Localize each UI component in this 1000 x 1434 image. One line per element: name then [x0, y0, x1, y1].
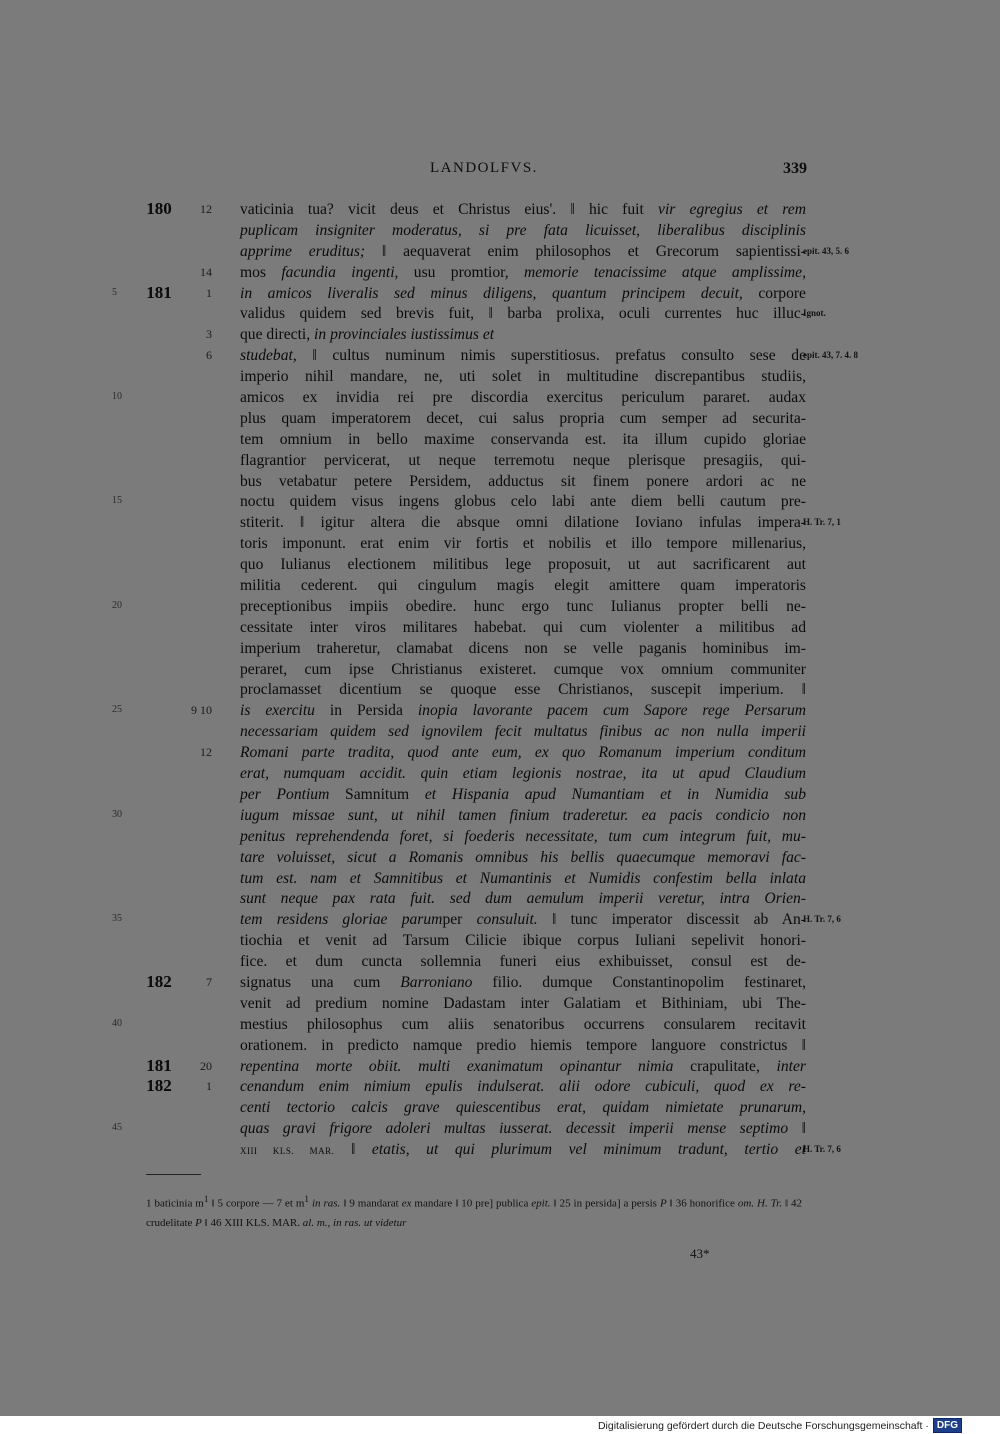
line-number: 5 [112, 286, 117, 298]
text-line [0, 1077, 1000, 1098]
line-text: imperio nihil mandare, ne, uti solet in multitudine discrepantibus studiis, [240, 368, 806, 386]
text-line [0, 660, 1000, 681]
line-text: proclamasset dicentium se quoque esse Christianos, suscepit imperium. ‖ [240, 681, 806, 699]
text-line [0, 931, 1000, 952]
credit-text: Digitalisierung gefördert durch die Deutsche Forschungsgemeinschaft · [597, 1419, 929, 1432]
text-line [0, 534, 1000, 555]
text-line [0, 639, 1000, 660]
line-text: erat, numquam accidit. quin etiam legionis nostrae, ita ut apud Claudium [240, 765, 806, 783]
text-line [0, 806, 1000, 827]
line-number: 25 [112, 704, 122, 716]
critical-apparatus: 1 baticinia $m^1$ ‖ 5 corpore — 7 et $m^1$ in ras. ‖ 9 mandarat ex mandare ‖ 10 pre] publica epit. ‖ 25 in persida] a persis P ‖ 36 honorifice om. H. Tr. ‖ 42 crudelitate P ‖ 46 XIII KLS. MAR. al. m., in ras. ut videtur [146, 1194, 803, 1229]
line-text: toris imponunt. erat enim vir fortis et nobilis et illo tempore millenarius, [240, 535, 806, 553]
text-line [0, 1015, 1000, 1036]
marginal-source-note: H. Tr. 7, 6 [803, 914, 841, 925]
line-number: 30 [112, 808, 122, 820]
text-line [0, 284, 1000, 305]
text-line [0, 848, 1000, 869]
source-line-ref: 3 [206, 327, 212, 342]
line-text: peraret, cum ipse Christianus existeret. cumque vox omnium communiter [240, 660, 806, 678]
line-text: amicos ex invidia rei pre discordia exercitus periculum pararet. audax [240, 389, 806, 407]
line-text: validus quidem sed brevis fuit, ‖ barba prolixa, oculi currentes huc illuc- [240, 305, 806, 323]
text-line [0, 555, 1000, 576]
line-number: 45 [112, 1122, 122, 1134]
line-text: Romani parte tradita, quod ante eum, ex quo Romanum imperium conditum [240, 744, 806, 762]
text-line [0, 680, 1000, 701]
text-line [0, 827, 1000, 848]
text-line [0, 576, 1000, 597]
text-line [0, 618, 1000, 639]
line-text: mestius philosophus cum aliis senatoribus occurrens consularem recitavit [240, 1015, 806, 1033]
line-number: 35 [112, 913, 122, 925]
text-line [0, 994, 1000, 1015]
source-line-ref: 1 [206, 285, 212, 300]
line-text: in amicos liveralis sed minus diligens, quantum principem decuit, corpore [240, 284, 806, 302]
line-text: XIII KLS. MAR. ‖ etatis, ut qui plurimum vel minimum tradunt, tertio et [240, 1141, 806, 1159]
line-number: 20 [112, 599, 122, 611]
text-line [0, 242, 1000, 263]
text-line [0, 1057, 1000, 1078]
line-text: flagrantior pervicerat, ut neque terremotu neque plerisque presagiis, qui- [240, 451, 806, 469]
text-line [0, 910, 1000, 931]
source-line-ref: 7 [206, 974, 212, 989]
text-line [0, 785, 1000, 806]
line-text: tem omnium in bello maxime conservanda est. ita illum cupido gloriae [240, 430, 806, 448]
line-text: bus vetabatur petere Persidem, adductus sit finem ponere ardori ac ne [240, 472, 806, 490]
running-head: LANDOLFVS. [430, 160, 538, 176]
line-text: fice. et dum cuncta sollemnia funeri eius exhibuisset, consul est de- [240, 953, 806, 971]
line-text: tiochia et venit ad Tarsum Cilicie ibique corpus Iuliani sepelivit honori- [240, 932, 806, 950]
source-line-ref: 12 [200, 745, 212, 760]
source-line-ref: 6 [206, 348, 212, 363]
text-line [0, 743, 1000, 764]
line-text: plus quam imperatorem decet, cui salus propria cum semper ad securita- [240, 409, 806, 427]
source-page-ref: 181 [146, 1055, 172, 1075]
text-line [0, 701, 1000, 722]
line-text: quas gravi frigore adoleri multas iusserat. decessit imperii mense septimo ‖ [240, 1120, 806, 1138]
text-line [0, 513, 1000, 534]
line-text: tem residens gloriae parumper consuluit. ‖ tunc imperator discessit ab An- [240, 911, 806, 929]
source-page-ref: 182 [146, 971, 172, 991]
text-line [0, 221, 1000, 242]
text-line [0, 200, 1000, 221]
source-line-ref: 1 [206, 1079, 212, 1094]
line-text: studebat, ‖ cultus numinum nimis superstitiosus. prefatus consulto sese de [240, 347, 806, 365]
source-page-ref: 180 [146, 199, 172, 218]
text-line [0, 952, 1000, 973]
text-line [0, 304, 1000, 325]
line-text: repentina morte obiit. multi exanimatum opinantur nimia crapulitate, inter [240, 1057, 806, 1075]
text-line [0, 492, 1000, 513]
text-line [0, 263, 1000, 284]
footnote-divider [146, 1174, 201, 1175]
line-text: apprime eruditus; ‖ aequaverat enim philosophos et Grecorum sapientissi- [240, 242, 806, 260]
line-text: mos facundia ingenti, usu promtior, memorie tenacissime atque amplissime, [240, 263, 806, 281]
line-text: imperium traheretur, clamabat dicens non se velle paganis hominibus im- [240, 639, 806, 657]
line-text: iugum missae sunt, ut nihil tamen finium traderetur. ea pacis condicio non [240, 806, 806, 824]
line-text: necessariam quidem sed ignovilem fecit multatus finibus ac non nulla imperii [240, 723, 806, 741]
line-number: 15 [112, 495, 122, 507]
text-line [0, 1036, 1000, 1057]
line-text: militia cederent. qui cingulum magis elegit amittere quam imperatoris [240, 577, 806, 595]
text-line [0, 388, 1000, 409]
text-line [0, 1140, 1000, 1161]
line-text: stiterit. ‖ igitur altera die absque omni dilatione Ioviano infulas impera- [240, 514, 806, 532]
marginal-source-note: H. Tr. 7, 6 [803, 1144, 841, 1155]
line-text: que directi, in provinciales iustissimus et [240, 326, 495, 344]
line-number: 10 [112, 391, 122, 403]
line-text: quo Iulianus electionem militibus lege proposuit, ut aut sacrificarent aut [240, 556, 806, 574]
marginal-source-note: epit. 43, 7. 4. 8 [803, 350, 858, 361]
main-text [0, 200, 1000, 1161]
line-number: 40 [112, 1017, 122, 1029]
marginal-source-note: epit. 43, 5. 6 [803, 245, 849, 256]
text-line [0, 973, 1000, 994]
text-line [0, 597, 1000, 618]
line-text: cenandum enim nimium epulis indulserat. alii odore cubiculi, quod ex re- [240, 1078, 806, 1096]
line-text: orationem. in predicto namque predio hiemis tempore languore constrictus ‖ [240, 1036, 806, 1054]
line-text: tum est. nam et Samnitibus et Numantinis et Numidis confestim bella inlata [240, 869, 806, 887]
text-line [0, 325, 1000, 346]
text-line [0, 1119, 1000, 1140]
page-number: 339 [783, 160, 807, 177]
line-text: signatus una cum Barroniano filio. dumque Constantinopolim festinaret, [240, 973, 807, 991]
funding-credit [598, 1418, 962, 1433]
line-text: puplicam insigniter moderatus, si pre fata licuisset, liberalibus disciplinis [240, 221, 806, 239]
text-line [0, 367, 1000, 388]
text-line [0, 1098, 1000, 1119]
line-text: venit ad predium nomine Dadastam inter Galatiam et Bithiniam, ubi The- [240, 994, 806, 1012]
text-line [0, 472, 1000, 493]
text-line [0, 889, 1000, 910]
text-line [0, 451, 1000, 472]
line-text: cessitate inter viros militares habebat. qui cum violenter a militibus ad [240, 618, 806, 636]
sheet-signature: 43* [690, 1246, 710, 1261]
line-text: noctu quidem visus ingens globus celo labi ante diem belli cautum pre- [240, 493, 806, 511]
source-line-ref: 14 [200, 264, 212, 279]
text-line [0, 346, 1000, 367]
source-line-ref: 12 [200, 202, 212, 216]
text-line [0, 764, 1000, 785]
line-text: per Pontium Samnitum et Hispania apud Numantiam et in Numidia sub [240, 785, 806, 803]
line-text: tare voluisset, sicut a Romanis omnibus his bellis quaecumque memoravi fac- [240, 848, 806, 866]
line-text: penitus reprehendenda foret, si foederis necessitate, tum cum integrum fuit, mu- [240, 827, 806, 845]
text-line [0, 722, 1000, 743]
text-line [0, 409, 1000, 430]
marginal-source-note: H. Tr. 7, 1 [803, 517, 841, 528]
line-text: preceptionibus impiis obedire. hunc ergo tunc Iulianus propter belli ne- [240, 597, 806, 615]
source-line-ref: 20 [200, 1058, 212, 1073]
line-text: vaticinia tua? vicit deus et Christus eius'. ‖ hic fuit vir egregius et rem [240, 201, 806, 218]
text-line [0, 430, 1000, 451]
text-line [0, 869, 1000, 890]
line-text: is exercitu in Persida inopia lavorante pacem cum Sapore rege Persarum [240, 702, 807, 720]
source-page-ref: 181 [146, 282, 172, 302]
source-line-ref: 9 10 [191, 703, 212, 718]
line-text: sunt neque pax rata fuit. sed dum aemulum imperii veretur, intra Orien- [240, 890, 806, 908]
dfg-logo-icon: DFG [933, 1418, 962, 1433]
source-page-ref: 182 [146, 1076, 172, 1096]
line-text: centi tectorio calcis grave quiescentibus erat, quidam nimietate prunarum, [240, 1099, 806, 1117]
marginal-source-note: Ignot. [803, 308, 826, 319]
